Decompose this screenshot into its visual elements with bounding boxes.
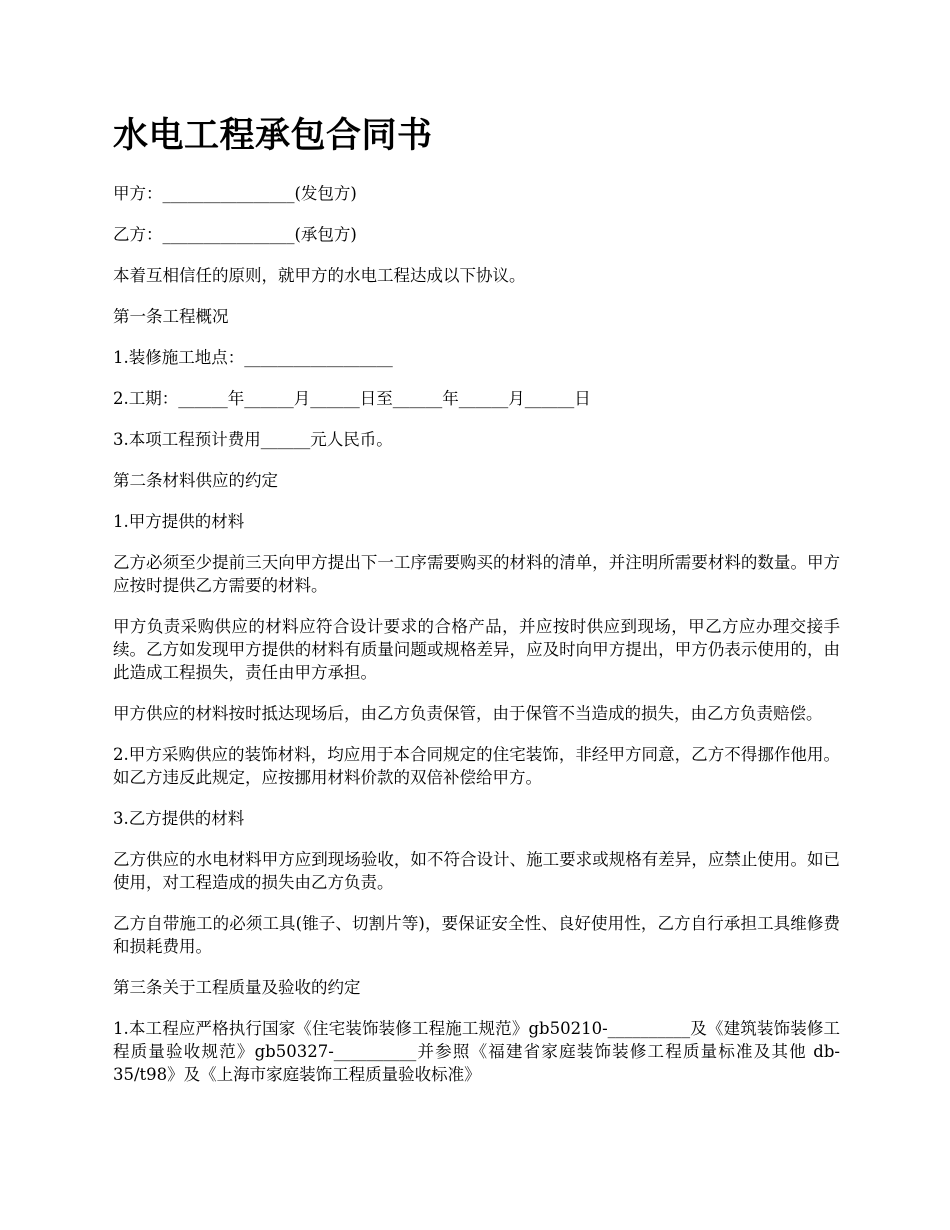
construction-site-line: 1.装修施工地点：__________________ <box>113 348 393 367</box>
material-quality-paragraph: 甲方负责采购供应的材料应符合设计要求的合格产品，并应按时供应到现场，甲乙方应办理交接手续。乙方如发现甲方提供的材料有质量问题或规格差异，应及时向甲方提出，甲方仍表示使用的，由此造成工程损失，责任由甲方承担。 <box>113 617 840 682</box>
party-b-materials-heading: 3.乙方提供的材料 <box>113 809 245 828</box>
tools-paragraph: 乙方自带施工的必须工具(锥子、切割片等)，要保证安全性、良好使用性，乙方自行承担工具维修费和损耗费用。 <box>113 914 840 956</box>
party-a-materials-heading: 1.甲方提供的材料 <box>113 512 245 531</box>
schedule-line: 2.工期：______年______月______日至______年______月______日 <box>113 389 591 408</box>
article-1-heading: 第一条工程概况 <box>113 307 229 326</box>
article-3-heading: 第三条关于工程质量及验收的约定 <box>113 978 361 997</box>
party-b-materials-inspection-paragraph: 乙方供应的水电材料甲方应到现场验收，如不符合设计、施工要求或规格有差异，应禁止使用。如已使用，对工程造成的损失由乙方负责。 <box>113 850 840 892</box>
estimated-cost-line: 3.本项工程预计费用______元人民币。 <box>113 430 393 449</box>
party-b-line: 乙方：________________(承包方) <box>113 225 357 244</box>
party-a-line: 甲方：________________(发包方) <box>113 184 357 203</box>
quality-standards-paragraph: 1.本工程应严格执行国家《住宅装饰装修工程施工规范》gb50210-__________及《建筑装饰装修工程质量验收规范》gb50327-__________并参照《福建省家庭装饰装修工程质量标准及其他 db-35/t98》及《上海市家庭装饰工程质量验收标准》 <box>113 1019 840 1084</box>
material-list-paragraph: 乙方必须至少提前三天向甲方提出下一工序需要购买的材料的清单，并注明所需要材料的数量。甲方应按时提供乙方需要的材料。 <box>113 553 840 595</box>
preamble-paragraph: 本着互相信任的原则，就甲方的水电工程达成以下协议。 <box>113 266 526 285</box>
document-title: 水电工程承包合同书 <box>113 115 433 156</box>
material-custody-paragraph: 甲方供应的材料按时抵达现场后，由乙方负责保管，由于保管不当造成的损失，由乙方负责赔偿。 <box>113 704 823 723</box>
document-page <box>113 112 840 1104</box>
material-usage-paragraph: 2.甲方采购供应的装饰材料，均应用于本合同规定的住宅装饰，非经甲方同意，乙方不得挪作他用。如乙方违反此规定，应按挪用材料价款的双倍补偿给甲方。 <box>113 745 840 787</box>
article-2-heading: 第二条材料供应的约定 <box>113 471 278 490</box>
